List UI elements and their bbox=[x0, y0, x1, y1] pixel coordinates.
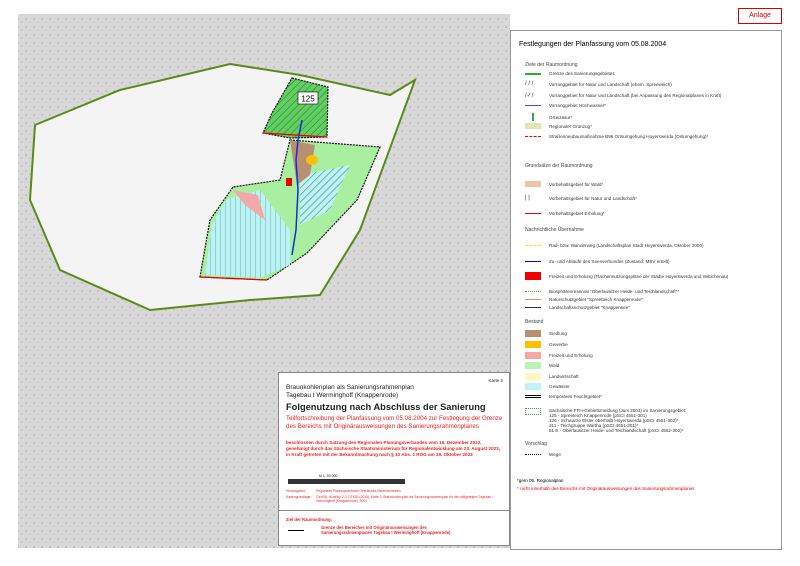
legend-item: Straßenneubaumaßnahme B96 Ortsumgehung Hoyerswerda (Ostumgehung)* bbox=[525, 134, 780, 139]
legend-item: Gewässer bbox=[525, 383, 780, 390]
legend-section-heading: Vorschlag bbox=[525, 441, 547, 447]
legend-section-heading: Ziele der Raumordnung bbox=[525, 62, 578, 68]
legend-item: Gewerbe bbox=[525, 341, 780, 348]
legend-item: | | Vorbehaltsgebiet für Natur und Landschaft* bbox=[525, 195, 637, 201]
legend-item: Vorbehaltsgebiet Erholung* bbox=[525, 211, 780, 216]
legend-item: Vorranggebiet Hochwasser* bbox=[525, 103, 780, 108]
legend-item: Landschaftsschutzgebiet "Knappensee" bbox=[525, 305, 780, 310]
scale-bar bbox=[288, 479, 405, 484]
subtitle: Teilfortschreibung der Planfassung vom 05.08.2004 zur Festlegung der Grenze des Bereichs mit Originärausweisungen des Sanierungsrahmenplanes bbox=[286, 415, 503, 430]
boundary-symbol bbox=[288, 530, 304, 531]
goal-item: Grenze des Bereiches mit Originärausweisungen des Sanierungsrahmenplanes Tagebau I Werminghoff (Knappenrode) bbox=[321, 525, 451, 535]
legend-item: Zu- und Ablaufe des Seenverbundes (Zustand: MBV erteilt) bbox=[525, 259, 780, 264]
decision-text: beschlossen durch Satzung des Regionalen Planungsverbandes vom 15. Dezember 2022, genehmigt durch das Sächsische Staatsministerium für Regionalentwicklung am 23. August 2023, in Kraft getreten mit der Bekanntmachung nach § 10 Abs. 1 ROG am 19. Oktober 2023 bbox=[286, 440, 501, 457]
legend-item: Vorbehaltsgebiet für Wald* bbox=[525, 181, 780, 187]
legend-item: / / / Vorranggebiet für Natur und Landschaft (ehem. Spreeweich) bbox=[525, 81, 672, 87]
map-basis: Kartengrundlage: GeoSN, dl-de/by-2-0, DTK50 (2015); Karte 2, Braunkohlenplan als Sanierungsrahmenplan für den stillgelegten Tagebau I Werminghoff (Knappenrode), 2004 bbox=[286, 495, 494, 503]
legend-item: Rad- bzw. Wanderweg (Landschaftsplan Stadt Hoyerswerda, Oktober 2000) bbox=[525, 243, 780, 248]
legend-item: Landwirtschaft bbox=[525, 373, 780, 380]
legend-item: Wald bbox=[525, 362, 780, 369]
main-title: Folgenutzung nach Abschluss der Sanierung bbox=[286, 402, 486, 412]
legend-section-heading: Bestand bbox=[525, 319, 544, 325]
goal-heading: Ziel der Raumordnung: bbox=[286, 517, 333, 522]
legend-note: * nicht innerhalb des Bereichs mit Originärausweisungen des Sanierungsrahmenplanes bbox=[517, 486, 695, 491]
legend-item-ffh: Sächsische FFH-Gebietsmeldung (Juni 2003) im Sanierungsgebiet: 125 - Spreeteich Knappenrode (pSCI 4551-301) 126 - Schwarze Elster oberhalb Hoyerswerda (pSCI 4551-302)* 311 - Teichgruppe Wartha (pSCI 4651-301)* 81 E - Oberlausitzer Heide- und Teichlandschaft (pSCI 4552-302)* bbox=[525, 408, 780, 433]
legend-item: Grünzäsur* bbox=[525, 113, 780, 121]
scale-label: M 1: 50 000 bbox=[319, 474, 338, 478]
area-label: 125 bbox=[301, 94, 315, 104]
legend-item: /✓/ Vorranggebiet für Natur und Landschaft (bei Anpassung des Regionalplanes in Kraft) bbox=[525, 92, 722, 99]
anlage-label: Anlage bbox=[738, 8, 782, 24]
legend-item: Naturschutzgebiet "Spreetteich Knappenrode" bbox=[525, 297, 780, 302]
legend-item: Grenze des Sanierungsgebietes bbox=[525, 71, 780, 76]
legend-item: Siedlung bbox=[525, 330, 780, 337]
publisher: Herausgeber: Regionaler Planungsverband Oberlausitz-Niederschlesien bbox=[286, 489, 401, 493]
legend-item: Freizeit und Erholung (Flächennutzungspläne der Städte Hoyerswerda und Wittichenau) bbox=[525, 272, 780, 280]
map-number: Karte 2 bbox=[488, 378, 503, 383]
legend-panel bbox=[510, 30, 782, 550]
title-block bbox=[278, 372, 510, 546]
legend-title: Festlegungen der Planfassung vom 05.08.2004 bbox=[519, 41, 667, 48]
legend-item: temporäres Feuchtgebiet* bbox=[525, 394, 780, 399]
legend-section-heading: Grundsätze der Raumordnung bbox=[525, 163, 593, 169]
legend-item: Freizeit und Erholung bbox=[525, 352, 780, 359]
legend-section-heading: Nachrichtliche Übernahme bbox=[525, 227, 584, 233]
legend-item: Regionaler Grünzug* bbox=[525, 123, 780, 129]
legend-item: Biosphärenreservat "Oberlausitzer Heide- und Teichlandschaft"* bbox=[525, 289, 780, 294]
legend-item: Wege bbox=[525, 452, 780, 457]
plan-title: Braunkohlenplan als Sanierungsrahmenplan Tagebau I Werminghoff (Knappenrode) bbox=[286, 384, 414, 399]
legend-note: *gem 05. Regionalplan bbox=[517, 478, 564, 483]
